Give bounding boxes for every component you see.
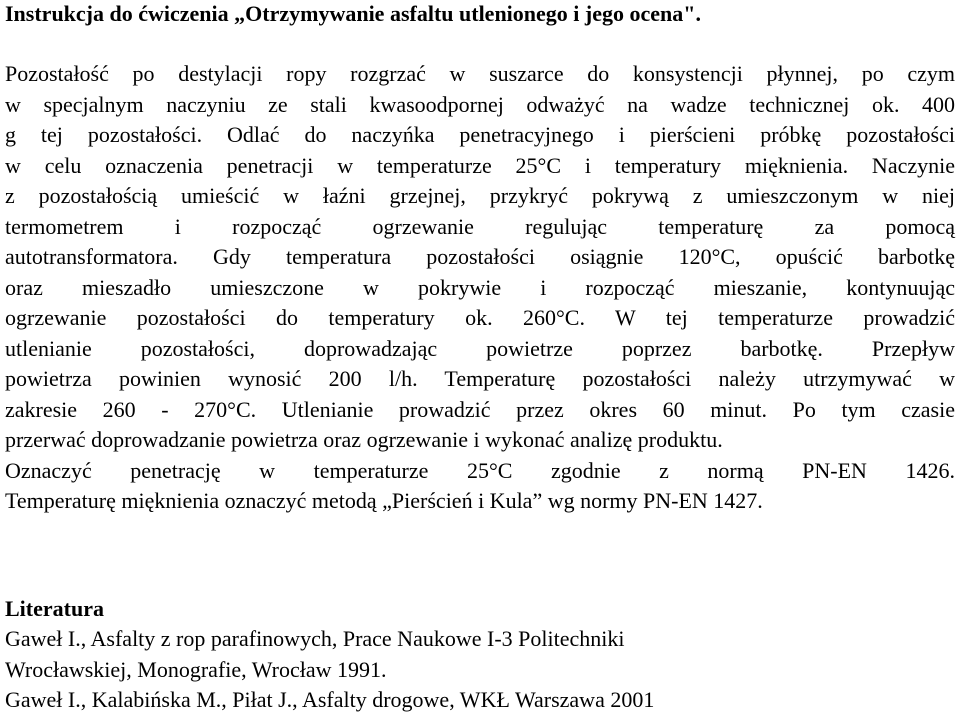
paragraph-line: autotransformatora. Gdy temperatura pozostałości osiągnie 120°C, opuścić barbotkę	[5, 244, 955, 269]
paragraph-line: Pozostałość po destylacji ropy rozgrzać w suszarce do konsystencji płynnej, po czym	[5, 61, 955, 86]
paragraph-line: utlenianie pozostałości, doprowadzając powietrze poprzez barbotkę. Przepływ	[5, 335, 955, 361]
paragraph-line: z pozostałością umieścić w łaźni grzejnej, przykryć pokrywą z umieszczonym w niej	[5, 183, 955, 208]
paragraph-line: zakresie 260 - 270°C. Utlenianie prowadzić przez okres 60 minut. Po tym czasie	[5, 396, 955, 422]
paragraph-line: Temperaturę mięknienia oznaczyć metodą „Pierścień i Kula” wg normy PN-EN 1427.	[5, 488, 763, 513]
paragraph-line: Oznaczyć penetrację w temperaturze 25°C zgodnie z normą PN-EN 1426.	[5, 457, 955, 483]
document-title: Instrukcja do ćwiczenia „Otrzymywanie asfaltu utlenionego i jego ocena".	[5, 1, 701, 26]
paragraph-line: w specjalnym naczyniu ze stali kwasoodpornej odważyć na wadze technicznej ok. 400	[5, 91, 955, 117]
paragraph-line: termometrem i rozpocząć ogrzewanie regulując temperaturę za pomocą	[5, 213, 955, 239]
paragraph-line: g tej pozostałości. Odlać do naczyńka penetracyjnego i pierścieni próbkę pozostałości	[5, 122, 955, 147]
reference-line: Wrocławskiej, Monografie, Wrocław 1991.	[5, 656, 387, 682]
paragraph-line: powietrza powinien wynosić 200 l/h. Temperaturę pozostałości należy utrzymywać w	[5, 366, 955, 391]
instruction-paragraph	[5, 59, 955, 517]
document-page	[5, 0, 955, 712]
paragraph-line: oraz mieszadło umieszczone w pokrywie i rozpocząć mieszanie, kontynuując	[5, 274, 955, 300]
reference-line: Gaweł I., Kalabińska M., Piłat J., Asfalty drogowe, WKŁ Warszawa 2001	[5, 687, 655, 712]
paragraph-line: ogrzewanie pozostałości do temperatury ok. 260°C. W tej temperaturze prowadzić	[5, 305, 955, 330]
literature-heading: Literatura	[5, 596, 104, 621]
reference-line: Gaweł I., Asfalty z rop parafinowych, Prace Naukowe I-3 Politechniki	[5, 626, 625, 651]
paragraph-line: przerwać doprowadzanie powietrza oraz ogrzewanie i wykonać analizę produktu.	[5, 427, 723, 452]
references-list	[5, 624, 654, 716]
paragraph-line: w celu oznaczenia penetracji w temperaturze 25°C i temperatury mięknienia. Naczynie	[5, 152, 955, 178]
